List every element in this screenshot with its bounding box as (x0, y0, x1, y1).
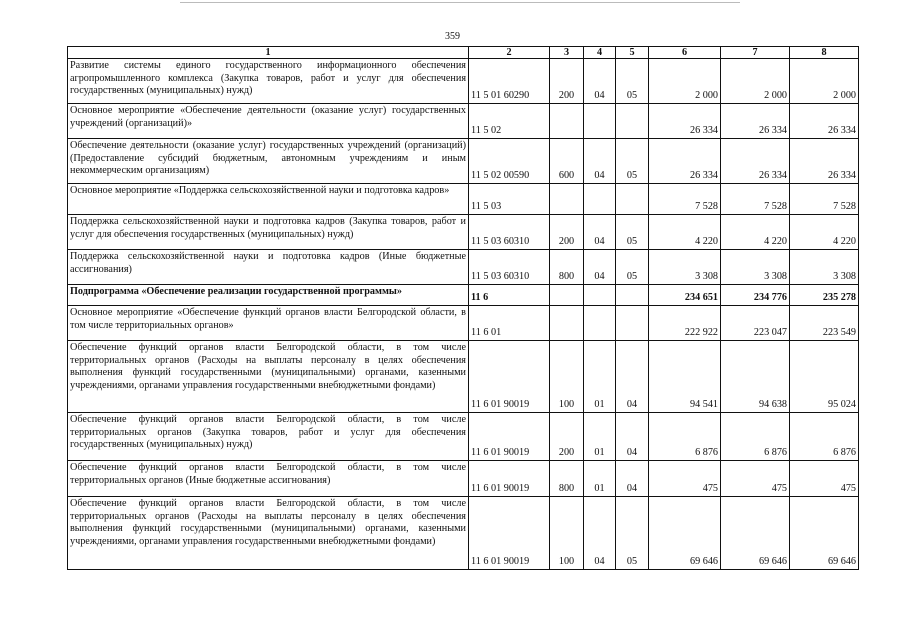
row-name-cell: Обеспечение функций органов власти Белгородской области, в том числе территориальных органов (Закупка товаров, работ и услуг для обеспечения государственных (муниципальных) нужд) (68, 413, 469, 461)
row-value-col8-cell: 235 278 (790, 285, 859, 306)
row-name-cell: Обеспечение функций органов власти Белгородской области, в том числе территориальных органов (Расходы на выплаты персоналу в целях обеспечения выполнения функций государственными (муниципальными) органами, казенными учреждениями, органами управления государственными внебюджетными фондами) (68, 341, 469, 413)
table-row (68, 59, 859, 104)
row-code-cell: 11 5 02 (469, 104, 550, 139)
header-col-3: 3 (550, 47, 584, 59)
row-section-cell: 01 (584, 341, 616, 413)
row-subsection-cell: 05 (616, 497, 649, 570)
row-subsection-cell: 04 (616, 341, 649, 413)
row-subsection-cell: 04 (616, 461, 649, 497)
row-value-col7-cell: 69 646 (721, 497, 790, 570)
row-section-cell (584, 306, 616, 341)
row-value-col6-cell: 234 651 (649, 285, 721, 306)
header-col-2: 2 (469, 47, 550, 59)
row-value-col7-cell: 4 220 (721, 215, 790, 250)
row-subsection-cell: 05 (616, 250, 649, 285)
row-value-col8-cell: 26 334 (790, 139, 859, 184)
row-subsection-cell (616, 104, 649, 139)
row-section-cell: 04 (584, 250, 616, 285)
row-code-cell: 11 5 03 60310 (469, 250, 550, 285)
row-value-col6-cell: 6 876 (649, 413, 721, 461)
row-code-cell: 11 6 01 (469, 306, 550, 341)
row-code-cell: 11 5 03 60310 (469, 215, 550, 250)
row-value-col6-cell: 26 334 (649, 139, 721, 184)
row-value-col7-cell: 26 334 (721, 104, 790, 139)
table-row (68, 215, 859, 250)
row-expense-type-cell (550, 184, 584, 215)
row-name-cell: Поддержка сельскохозяйственной науки и подготовка кадров (Закупка товаров, работ и услуг для обеспечения государственных (муниципальных) нужд) (68, 215, 469, 250)
row-expense-type-cell: 200 (550, 413, 584, 461)
row-subsection-cell: 04 (616, 413, 649, 461)
page-number: 359 (445, 31, 460, 42)
row-value-col7-cell: 6 876 (721, 413, 790, 461)
row-name-cell: Поддержка сельскохозяйственной науки и подготовка кадров (Иные бюджетные ассигнования) (68, 250, 469, 285)
row-value-col6-cell: 4 220 (649, 215, 721, 250)
header-col-5: 5 (616, 47, 649, 59)
row-value-col6-cell: 7 528 (649, 184, 721, 215)
row-code-cell: 11 6 01 90019 (469, 413, 550, 461)
row-value-col8-cell: 475 (790, 461, 859, 497)
row-value-col8-cell: 3 308 (790, 250, 859, 285)
row-value-col8-cell: 6 876 (790, 413, 859, 461)
row-section-cell: 04 (584, 59, 616, 104)
row-subsection-cell: 05 (616, 215, 649, 250)
row-section-cell: 04 (584, 139, 616, 184)
row-expense-type-cell: 800 (550, 461, 584, 497)
table-row (68, 285, 859, 306)
row-value-col7-cell: 234 776 (721, 285, 790, 306)
header-col-4: 4 (584, 47, 616, 59)
row-value-col8-cell: 7 528 (790, 184, 859, 215)
row-value-col6-cell: 26 334 (649, 104, 721, 139)
row-value-col7-cell: 26 334 (721, 139, 790, 184)
row-section-cell (584, 184, 616, 215)
row-expense-type-cell (550, 285, 584, 306)
row-code-cell: 11 5 02 00590 (469, 139, 550, 184)
row-value-col8-cell: 4 220 (790, 215, 859, 250)
table-row (68, 461, 859, 497)
row-expense-type-cell (550, 104, 584, 139)
table-row (68, 139, 859, 184)
row-name-cell: Обеспечение функций органов власти Белгородской области, в том числе территориальных органов (Расходы на выплаты персоналу в целях обеспечения выполнения функций государственными (муниципальными) органами, казенными учреждениями, органами управления государственными внебюджетными фондами) (68, 497, 469, 570)
row-value-col6-cell: 475 (649, 461, 721, 497)
table-row (68, 497, 859, 570)
row-subsection-cell: 05 (616, 59, 649, 104)
row-code-cell: 11 6 01 90019 (469, 497, 550, 570)
header-col-8: 8 (790, 47, 859, 59)
row-code-cell: 11 6 01 90019 (469, 461, 550, 497)
row-expense-type-cell: 800 (550, 250, 584, 285)
table-row (68, 104, 859, 139)
row-expense-type-cell (550, 306, 584, 341)
row-value-col7-cell: 475 (721, 461, 790, 497)
row-name-cell: Подпрограмма «Обеспечение реализации государственной программы» (68, 285, 469, 306)
row-code-cell: 11 6 (469, 285, 550, 306)
table-row (68, 341, 859, 413)
row-value-col6-cell: 69 646 (649, 497, 721, 570)
table-body (68, 59, 859, 570)
row-value-col8-cell: 69 646 (790, 497, 859, 570)
scan-artifact-line (180, 2, 740, 3)
row-name-cell: Развитие системы единого государственного информационного обеспечения агропромышленного комплекса (Закупка товаров, работ и услуг для обеспечения государственных (муниципальных) нужд) (68, 59, 469, 104)
row-expense-type-cell: 100 (550, 341, 584, 413)
row-value-col7-cell: 7 528 (721, 184, 790, 215)
table-row (68, 413, 859, 461)
row-subsection-cell (616, 184, 649, 215)
row-value-col7-cell: 223 047 (721, 306, 790, 341)
row-name-cell: Обеспечение функций органов власти Белгородской области, в том числе территориальных органов (Иные бюджетные ассигнования) (68, 461, 469, 497)
row-section-cell (584, 285, 616, 306)
table-header-row (68, 47, 859, 59)
row-section-cell: 04 (584, 497, 616, 570)
row-section-cell: 01 (584, 461, 616, 497)
row-section-cell (584, 104, 616, 139)
row-value-col8-cell: 26 334 (790, 104, 859, 139)
row-expense-type-cell: 100 (550, 497, 584, 570)
row-name-cell: Основное мероприятие «Поддержка сельскохозяйственной науки и подготовка кадров» (68, 184, 469, 215)
row-code-cell: 11 6 01 90019 (469, 341, 550, 413)
row-value-col6-cell: 94 541 (649, 341, 721, 413)
row-code-cell: 11 5 01 60290 (469, 59, 550, 104)
table-row (68, 306, 859, 341)
row-value-col6-cell: 3 308 (649, 250, 721, 285)
row-name-cell: Обеспечение деятельности (оказание услуг) государственных учреждений (организаций) (Предоставление субсидий бюджетным, автономным учреждениям и иным некоммерческим организациям) (68, 139, 469, 184)
row-subsection-cell (616, 285, 649, 306)
budget-table (67, 46, 859, 570)
row-value-col6-cell: 222 922 (649, 306, 721, 341)
row-code-cell: 11 5 03 (469, 184, 550, 215)
row-subsection-cell: 05 (616, 139, 649, 184)
row-value-col7-cell: 94 638 (721, 341, 790, 413)
row-expense-type-cell: 600 (550, 139, 584, 184)
table-row (68, 250, 859, 285)
row-value-col6-cell: 2 000 (649, 59, 721, 104)
row-value-col7-cell: 3 308 (721, 250, 790, 285)
header-col-6: 6 (649, 47, 721, 59)
row-value-col8-cell: 95 024 (790, 341, 859, 413)
header-col-7: 7 (721, 47, 790, 59)
header-col-1: 1 (68, 47, 469, 59)
row-name-cell: Основное мероприятие «Обеспечение функций органов власти Белгородской области, в том числе территориальных органов» (68, 306, 469, 341)
row-value-col7-cell: 2 000 (721, 59, 790, 104)
row-value-col8-cell: 223 549 (790, 306, 859, 341)
row-value-col8-cell: 2 000 (790, 59, 859, 104)
row-section-cell: 01 (584, 413, 616, 461)
row-name-cell: Основное мероприятие «Обеспечение деятельности (оказание услуг) государственных учреждений (организаций)» (68, 104, 469, 139)
row-expense-type-cell: 200 (550, 215, 584, 250)
row-section-cell: 04 (584, 215, 616, 250)
row-expense-type-cell: 200 (550, 59, 584, 104)
row-subsection-cell (616, 306, 649, 341)
table-row (68, 184, 859, 215)
